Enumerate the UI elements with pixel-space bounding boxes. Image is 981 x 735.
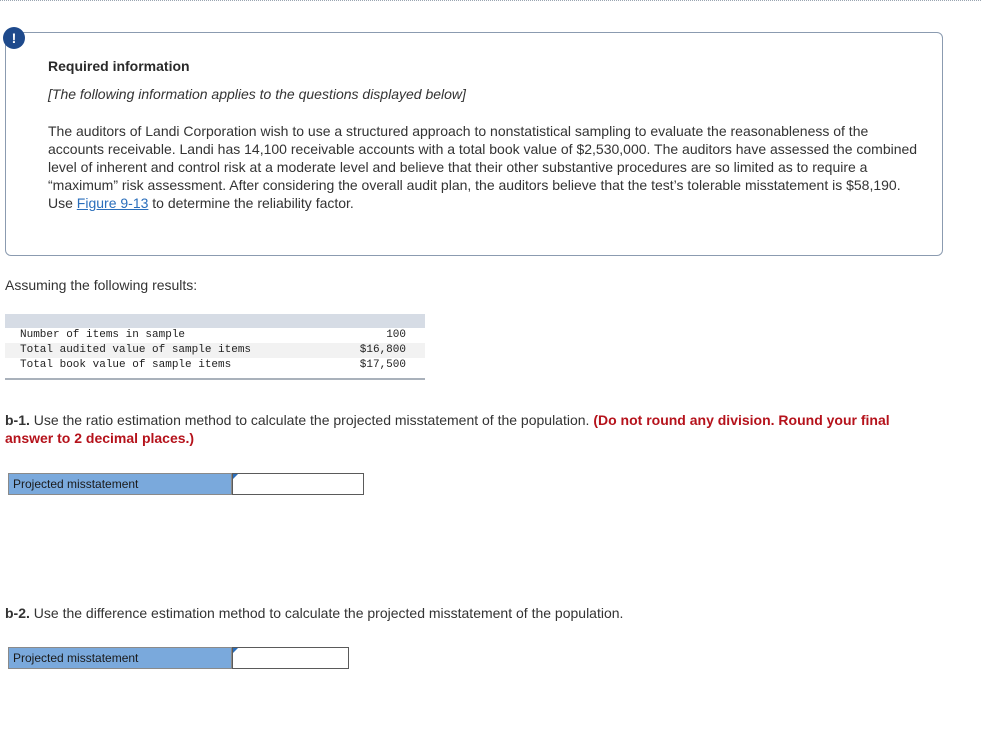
row-label: Number of items in sample — [20, 329, 186, 341]
input-marker-icon — [233, 648, 238, 653]
table-footer-rule — [5, 373, 425, 379]
row-value: $17,500 — [359, 359, 406, 371]
question-text: Use the ratio estimation method to calculate the projected misstatement of the population. — [29, 412, 594, 428]
question-b2 — [5, 604, 930, 622]
question-label: b-2. — [5, 605, 30, 621]
question-label: b-1. — [5, 412, 30, 428]
answer-input-wrapper — [232, 473, 364, 495]
table-row — [5, 343, 425, 358]
top-dotted-divider — [0, 0, 981, 1]
row-value: 100 — [386, 329, 406, 341]
answer-row-b1 — [8, 473, 364, 495]
table-row — [5, 328, 425, 343]
figure-link[interactable]: Figure 9-13 — [76, 195, 149, 211]
projected-misstatement-input-b1[interactable] — [233, 474, 363, 494]
question-text: Use the difference estimation method to calculate the projected misstatement of the population. — [29, 605, 624, 621]
input-marker-icon — [233, 474, 238, 479]
info-body-text-end: to determine the reliability factor. — [148, 195, 354, 211]
info-subtitle: [The following information applies to the questions displayed below] — [48, 86, 466, 102]
info-title: Required information — [48, 58, 190, 74]
row-label: Total audited value of sample items — [5, 343, 337, 358]
answer-label: Projected misstatement — [8, 647, 232, 669]
answer-label: Projected misstatement — [8, 473, 232, 495]
row-value: $16,800 — [337, 343, 425, 358]
assumption-text: Assuming the following results: — [5, 277, 198, 293]
row-label: Total book value of sample items — [20, 359, 232, 371]
results-table — [5, 314, 425, 380]
projected-misstatement-input-b2[interactable] — [233, 648, 348, 668]
table-header — [5, 314, 425, 328]
answer-input-wrapper — [232, 647, 349, 669]
question-b1 — [5, 411, 930, 447]
alert-icon: ! — [3, 27, 25, 49]
info-body-text: The auditors of Landi Corporation wish to use a structured approach to nonstatistical sampling to evaluate the reasonableness of the accounts receivable. Landi has 14,100 receivable accounts with a total book value of $2,530,000. The auditors have assessed the combined level of inherent and control risk at a moderate level and believe that their other substantive procedures are so limited as to require a “maximum” risk assessment. After considering the overall audit plan, the auditors believe that the test’s tolerable misstatement is $58,190. Use — [48, 123, 918, 211]
answer-row-b2 — [8, 647, 349, 669]
question-instruction: (Do not round any division. Round your final answer to 2 decimal places.) — [5, 412, 890, 446]
table-row — [5, 358, 425, 373]
info-body — [48, 122, 918, 212]
